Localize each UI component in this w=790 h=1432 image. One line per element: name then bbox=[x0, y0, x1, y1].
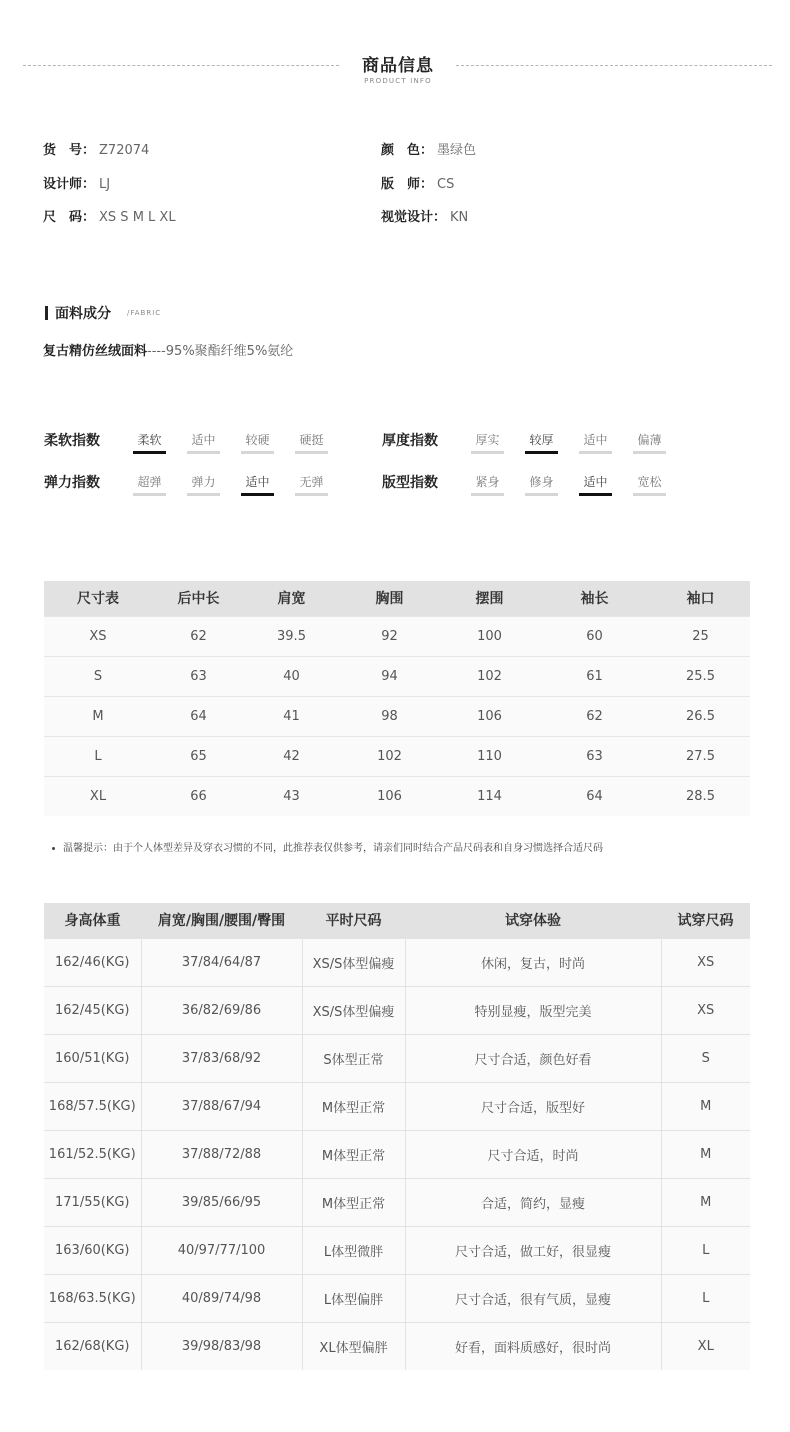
table-cell: M bbox=[661, 1082, 750, 1130]
table-cell: 特别显瘦，版型完美 bbox=[405, 986, 661, 1034]
info-label: 货 号： bbox=[43, 143, 96, 158]
table-cell: 尺寸合适，做工好，很显瘦 bbox=[405, 1226, 661, 1274]
info-label: 视觉设计： bbox=[381, 210, 447, 225]
try-on-table bbox=[44, 903, 750, 1370]
column-header: 胸围 bbox=[338, 581, 441, 616]
info-item-visual-design bbox=[381, 206, 468, 225]
table-cell: 37/83/68/92 bbox=[141, 1034, 302, 1082]
table-cell: 65 bbox=[152, 736, 245, 776]
table-row bbox=[44, 1322, 750, 1370]
table-cell: 25 bbox=[651, 616, 750, 656]
info-item-pattern-maker bbox=[381, 173, 454, 192]
table-cell: 110 bbox=[441, 736, 538, 776]
index-label-softness: 柔软指数 bbox=[44, 433, 100, 449]
table-cell: 40 bbox=[245, 656, 338, 696]
index-option: 适中 bbox=[579, 431, 612, 454]
info-value: KN bbox=[450, 210, 469, 225]
table-cell: 尺寸合适，版型好 bbox=[405, 1082, 661, 1130]
index-label-elasticity: 弹力指数 bbox=[44, 475, 100, 491]
index-option: 硬挺 bbox=[295, 431, 328, 454]
index-option: 适中 bbox=[579, 473, 612, 496]
index-option: 宽松 bbox=[633, 473, 666, 496]
table-cell: 114 bbox=[441, 776, 538, 816]
table-cell: 64 bbox=[538, 776, 651, 816]
table-cell: XS bbox=[661, 938, 750, 986]
table-cell: 162/46(KG) bbox=[44, 938, 141, 986]
table-row bbox=[44, 656, 750, 696]
table-cell: 25.5 bbox=[651, 656, 750, 696]
table-row bbox=[44, 986, 750, 1034]
table-cell: 62 bbox=[152, 616, 245, 656]
table-cell: 尺寸合适，颜色好看 bbox=[405, 1034, 661, 1082]
table-cell: M bbox=[44, 696, 152, 736]
table-cell: 61 bbox=[538, 656, 651, 696]
table-cell: L体型偏胖 bbox=[302, 1274, 405, 1322]
table-cell: XS/S体型偏瘦 bbox=[302, 938, 405, 986]
table-cell: 合适，简约，显瘦 bbox=[405, 1178, 661, 1226]
table-cell: 26.5 bbox=[651, 696, 750, 736]
table-header-row bbox=[44, 903, 750, 938]
table-cell: 尺寸合适，时尚 bbox=[405, 1130, 661, 1178]
info-label: 版 师： bbox=[381, 177, 434, 192]
section-subtitle: PRODUCT INFO bbox=[364, 77, 432, 85]
table-cell: 163/60(KG) bbox=[44, 1226, 141, 1274]
index-option: 偏薄 bbox=[633, 431, 666, 454]
index-option: 修身 bbox=[525, 473, 558, 496]
info-item-sku bbox=[43, 139, 149, 158]
table-row bbox=[44, 1178, 750, 1226]
table-cell: M体型正常 bbox=[302, 1178, 405, 1226]
table-cell: 39/98/83/98 bbox=[141, 1322, 302, 1370]
column-header: 肩宽 bbox=[245, 581, 338, 616]
table-cell: 休闲，复古，时尚 bbox=[405, 938, 661, 986]
bullet-icon bbox=[52, 847, 55, 850]
column-header: 平时尺码 bbox=[302, 903, 405, 938]
table-cell: L bbox=[661, 1274, 750, 1322]
info-item-color bbox=[381, 139, 476, 158]
table-cell: 尺寸合适，很有气质，显瘦 bbox=[405, 1274, 661, 1322]
fabric-detail: ----95%聚酯纤维5%氨纶 bbox=[147, 344, 294, 359]
fabric-title: 面料成分 bbox=[55, 306, 111, 322]
table-cell: 171/55(KG) bbox=[44, 1178, 141, 1226]
table-cell: 27.5 bbox=[651, 736, 750, 776]
table-cell: 162/45(KG) bbox=[44, 986, 141, 1034]
table-cell: XL体型偏胖 bbox=[302, 1322, 405, 1370]
column-header: 肩宽/胸围/腰围/臀围 bbox=[141, 903, 302, 938]
table-row bbox=[44, 616, 750, 656]
section-title: 商品信息 bbox=[362, 56, 434, 76]
table-cell: 106 bbox=[441, 696, 538, 736]
index-option: 柔软 bbox=[133, 431, 166, 454]
table-row bbox=[44, 1082, 750, 1130]
index-option: 超弹 bbox=[133, 473, 166, 496]
table-cell: L bbox=[661, 1226, 750, 1274]
header-divider-right bbox=[456, 65, 772, 66]
table-cell: 160/51(KG) bbox=[44, 1034, 141, 1082]
table-cell: XS bbox=[44, 616, 152, 656]
info-value: XS S M L XL bbox=[99, 210, 176, 225]
info-label: 尺 码： bbox=[43, 210, 96, 225]
column-header: 尺寸表 bbox=[44, 581, 152, 616]
table-cell: XS bbox=[661, 986, 750, 1034]
info-value: CS bbox=[437, 177, 455, 192]
table-cell: 66 bbox=[152, 776, 245, 816]
table-cell: 41 bbox=[245, 696, 338, 736]
fabric-subtitle: /FABRIC bbox=[127, 309, 162, 317]
column-header: 试穿体验 bbox=[405, 903, 661, 938]
table-cell: M体型正常 bbox=[302, 1082, 405, 1130]
table-cell: 100 bbox=[441, 616, 538, 656]
table-cell: 94 bbox=[338, 656, 441, 696]
column-header: 后中长 bbox=[152, 581, 245, 616]
info-item-sizes bbox=[43, 206, 176, 225]
table-row bbox=[44, 1130, 750, 1178]
index-option: 较硬 bbox=[241, 431, 274, 454]
table-row bbox=[44, 1034, 750, 1082]
table-cell: 39.5 bbox=[245, 616, 338, 656]
column-header: 袖长 bbox=[538, 581, 651, 616]
table-cell: 64 bbox=[152, 696, 245, 736]
index-option: 紧身 bbox=[471, 473, 504, 496]
table-cell: 162/68(KG) bbox=[44, 1322, 141, 1370]
table-cell: 28.5 bbox=[651, 776, 750, 816]
table-cell: 63 bbox=[152, 656, 245, 696]
column-header: 袖口 bbox=[651, 581, 750, 616]
index-label-thickness: 厚度指数 bbox=[382, 433, 438, 449]
table-cell: 36/82/69/86 bbox=[141, 986, 302, 1034]
info-label: 颜 色： bbox=[381, 143, 434, 158]
size-tip bbox=[52, 839, 603, 854]
table-cell: M bbox=[661, 1130, 750, 1178]
table-row bbox=[44, 736, 750, 776]
table-row bbox=[44, 938, 750, 986]
table-cell: 63 bbox=[538, 736, 651, 776]
table-cell: 37/88/72/88 bbox=[141, 1130, 302, 1178]
table-cell: 37/84/64/87 bbox=[141, 938, 302, 986]
index-option: 无弹 bbox=[295, 473, 328, 496]
info-label: 设计师： bbox=[43, 177, 96, 192]
info-value: 墨绿色 bbox=[437, 143, 477, 158]
index-option: 厚实 bbox=[471, 431, 504, 454]
table-cell: 161/52.5(KG) bbox=[44, 1130, 141, 1178]
table-row bbox=[44, 696, 750, 736]
table-cell: 39/85/66/95 bbox=[141, 1178, 302, 1226]
index-label-fit: 版型指数 bbox=[382, 475, 438, 491]
table-cell: 42 bbox=[245, 736, 338, 776]
table-cell: XS/S体型偏瘦 bbox=[302, 986, 405, 1034]
info-value: LJ bbox=[99, 177, 111, 192]
table-cell: 60 bbox=[538, 616, 651, 656]
info-value: Z72074 bbox=[99, 143, 150, 158]
index-option: 适中 bbox=[241, 473, 274, 496]
table-cell: 43 bbox=[245, 776, 338, 816]
column-header: 身高体重 bbox=[44, 903, 141, 938]
table-cell: L bbox=[44, 736, 152, 776]
info-item-designer bbox=[43, 173, 110, 192]
index-option: 较厚 bbox=[525, 431, 558, 454]
table-cell: 37/88/67/94 bbox=[141, 1082, 302, 1130]
table-row bbox=[44, 1274, 750, 1322]
table-cell: S bbox=[661, 1034, 750, 1082]
table-cell: 106 bbox=[338, 776, 441, 816]
table-cell: 168/63.5(KG) bbox=[44, 1274, 141, 1322]
table-cell: 92 bbox=[338, 616, 441, 656]
table-cell: XL bbox=[661, 1322, 750, 1370]
column-header: 试穿尺码 bbox=[661, 903, 750, 938]
table-cell: M bbox=[661, 1178, 750, 1226]
header-divider-left bbox=[23, 65, 339, 66]
table-cell: 102 bbox=[441, 656, 538, 696]
table-cell: 102 bbox=[338, 736, 441, 776]
table-cell: XL bbox=[44, 776, 152, 816]
table-cell: 40/89/74/98 bbox=[141, 1274, 302, 1322]
index-option: 适中 bbox=[187, 431, 220, 454]
size-table bbox=[44, 581, 750, 816]
table-cell: 62 bbox=[538, 696, 651, 736]
fabric-marker bbox=[45, 306, 48, 320]
tip-text: 温馨提示：由于个人体型差异及穿衣习惯的不同，此推荐表仅供参考，请亲们同时结合产品尺码表和自身习惯选择合适尺码 bbox=[63, 843, 603, 854]
table-cell: S体型正常 bbox=[302, 1034, 405, 1082]
table-cell: L体型微胖 bbox=[302, 1226, 405, 1274]
table-cell: 40/97/77/100 bbox=[141, 1226, 302, 1274]
fabric-name: 复古精仿丝绒面料 bbox=[43, 344, 148, 359]
table-cell: 98 bbox=[338, 696, 441, 736]
column-header: 摆围 bbox=[441, 581, 538, 616]
table-cell: 168/57.5(KG) bbox=[44, 1082, 141, 1130]
table-cell: M体型正常 bbox=[302, 1130, 405, 1178]
table-cell: S bbox=[44, 656, 152, 696]
table-header-row bbox=[44, 581, 750, 616]
fabric-composition bbox=[43, 340, 293, 359]
table-row bbox=[44, 776, 750, 816]
table-cell: 好看，面料质感好，很时尚 bbox=[405, 1322, 661, 1370]
table-row bbox=[44, 1226, 750, 1274]
index-option: 弹力 bbox=[187, 473, 220, 496]
